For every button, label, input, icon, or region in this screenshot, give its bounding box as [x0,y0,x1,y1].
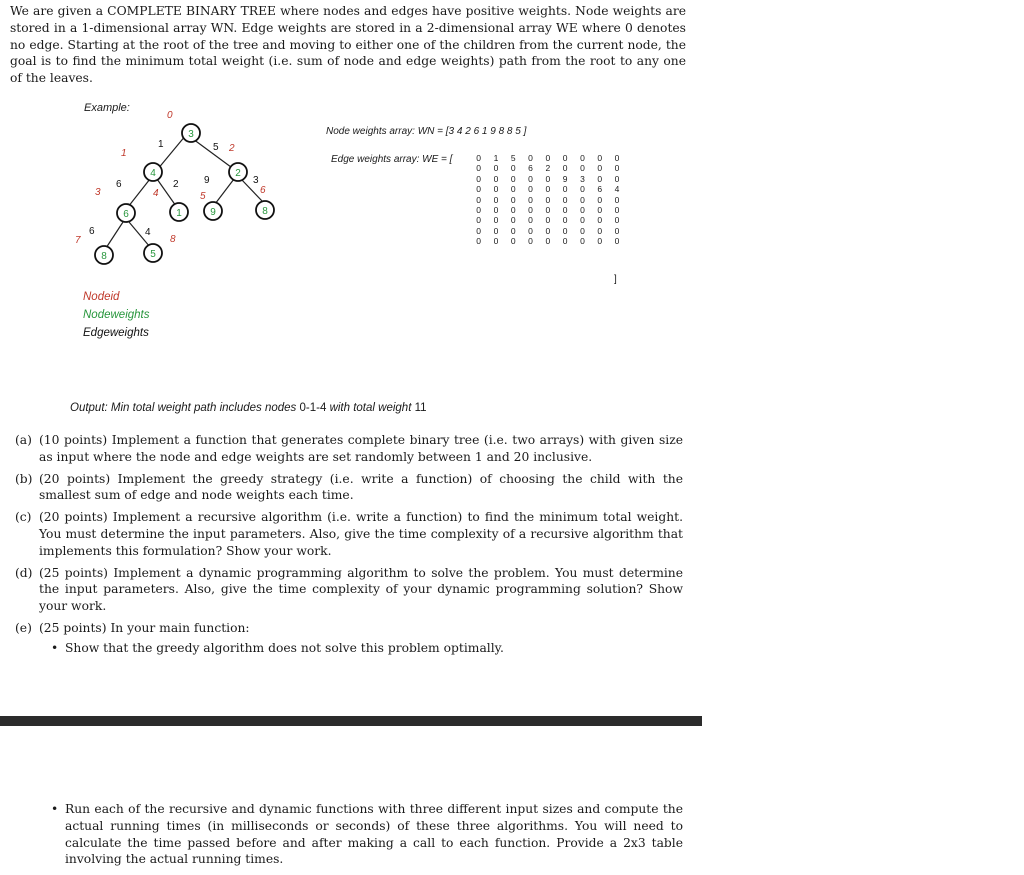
matrix-cell: 0 [597,153,603,163]
part-label: (d) [15,565,33,580]
example-figure [0,95,700,425]
edge-weights-matrix [470,153,626,285]
matrix-cell: 0 [476,194,482,205]
matrix-cell: 0 [545,236,551,247]
node-weight: 4 [150,168,156,179]
matrix-cell: 0 [562,236,568,247]
matrix-cell: 0 [493,236,499,247]
node-id: 0 [167,110,173,121]
matrix-cell: 0 [528,236,533,247]
part-item [15,471,683,505]
assignment-parts [15,432,683,657]
node-weight: 2 [235,168,241,179]
edge-weight: 9 [204,175,210,186]
matrix-cell: 0 [562,194,568,205]
matrix-cell: 0 [510,194,516,205]
output-total: 11 [414,402,427,414]
edge-weight: 4 [145,227,151,238]
matrix-cell: 0 [545,225,551,236]
matrix-cell: 0 [528,173,533,184]
matrix-cell: 3 [580,173,585,184]
node-weights-array: Node weights array: WN = [3 4 2 6 1 9 8 8 5 ] [326,126,527,137]
tree-diagram [0,95,300,275]
edge-weight: 1 [158,139,164,150]
node-weight: 8 [101,251,107,262]
matrix-cell: 5 [510,153,516,163]
node-id: 6 [260,185,266,196]
part-text: (10 points) Implement a function that generates complete binary tree (i.e. two arrays) with given size as input where the node and edge weights are set randomly between 1 and 20 inclusive. [39,433,683,464]
node-weight: 8 [262,206,268,217]
edge-weight: 6 [116,179,122,190]
matrix-cell: 0 [510,225,516,236]
matrix-cell: 0 [476,184,482,195]
edge-weight: 3 [253,175,259,186]
output-path: 0-1-4 [299,402,327,414]
matrix-cell: 0 [545,194,551,205]
part-text: (25 points) Implement a dynamic programming algorithm to solve the problem. You must determine the input parameters. Also, give the time complexity of your dynamic programming solution? Show your work. [39,565,683,614]
matrix-cell: 0 [562,225,568,236]
matrix-cell: 0 [528,215,533,226]
matrix-cell: 0 [562,204,568,215]
matrix-cell: 0 [614,236,620,247]
tree-edge [106,222,123,248]
edge-weight: 6 [89,226,95,237]
matrix-cell: 0 [580,184,585,195]
matrix-cell: 0 [545,184,551,195]
matrix-cell: 0 [476,163,482,174]
matrix-cell: 0 [528,194,533,205]
part-item [15,432,683,466]
matrix-cell: 0 [580,153,585,163]
part-label: (c) [15,510,32,525]
part-label: (a) [15,433,32,447]
matrix-cell: 0 [510,163,516,174]
matrix-cell: 6 [528,163,533,174]
matrix-cell: 0 [614,225,620,236]
matrix-cell: 6 [597,184,603,195]
matrix-cell: 2 [545,163,551,174]
matrix-cell: 0 [597,194,603,205]
node-id: 1 [121,148,127,159]
matrix-cell: 0 [614,194,620,205]
legend-edgeweights: Edgeweights [83,327,149,339]
example-label: Example: [84,102,130,114]
bullet-dot: • [51,640,59,655]
node-id: 4 [153,188,159,199]
matrix-cell: 0 [597,173,603,184]
matrix-cell: 0 [614,153,620,163]
matrix-cell: 0 [614,163,620,174]
matrix-cell: 0 [614,173,620,184]
matrix-row [470,205,626,215]
matrix-row [470,226,626,236]
part-item [15,565,683,615]
node-weight: 5 [150,249,156,260]
part-label: (e) [15,620,32,635]
matrix-cell: 0 [476,153,482,163]
tree-edge [215,179,234,204]
legend-nodeweights: Nodeweights [83,309,150,321]
node-weight: 6 [123,209,129,220]
matrix-cell: 0 [562,184,568,195]
matrix-cell: 0 [493,215,499,226]
matrix-cell: 0 [510,173,516,184]
part-item [15,509,683,559]
matrix-cell: 0 [476,225,482,236]
edge-weights-label: Edge weights array: WE = [ [331,154,453,165]
matrix-cell: 0 [597,163,603,174]
matrix-cell: 0 [545,215,551,226]
part-text: (25 points) In your main function: [39,620,250,635]
matrix-cell: 0 [493,173,499,184]
matrix-cell: 0 [614,204,620,215]
matrix-cell: 0 [545,173,551,184]
matrix-cell: 0 [528,184,533,195]
matrix-cell: 0 [493,225,499,236]
matrix-cell: 0 [528,153,533,163]
matrix-cell: 0 [545,153,551,163]
legend-nodeid: Nodeid [83,291,120,303]
output-prefix: Output: Min total weight path includes nodes [70,402,300,414]
matrix-cell: 0 [580,215,585,226]
matrix-cell: 0 [580,163,585,174]
part-item [15,620,683,637]
matrix-row [470,163,626,173]
edge-weight: 5 [213,142,219,153]
part-label: (b) [15,471,33,486]
matrix-cell: 0 [580,194,585,205]
matrix-cell: 0 [562,153,568,163]
matrix-cell: 4 [614,184,620,195]
matrix-cell: 0 [510,204,516,215]
matrix-cell: 0 [580,204,585,215]
bullet-item [51,640,683,657]
node-id: 3 [95,187,101,198]
matrix-row [470,236,626,246]
matrix-cell: 0 [580,236,585,247]
matrix-cell: 0 [493,184,499,195]
matrix-cell: 1 [493,153,499,163]
matrix-cell: 0 [562,215,568,226]
matrix-cell: 0 [545,204,551,215]
matrix-cell: 0 [510,215,516,226]
matrix-close-bracket: ] [614,274,617,285]
matrix-cell: 0 [510,236,516,247]
matrix-cell: 9 [562,173,568,184]
node-id: 7 [75,235,81,246]
matrix-cell: 0 [528,225,533,236]
node-id: 5 [200,191,206,202]
matrix-row [470,195,626,205]
output-mid: with total weight [326,402,415,414]
edge-weight: 2 [173,179,179,190]
matrix-cell: 0 [614,215,620,226]
tree-edge [128,179,150,207]
matrix-cell: 0 [476,215,482,226]
matrix-cell: 0 [528,204,533,215]
matrix-cell: 0 [476,204,482,215]
matrix-cell: 0 [510,184,516,195]
matrix-cell: 0 [562,163,568,174]
matrix-cell: 0 [476,236,482,247]
matrix-cell: 0 [597,225,603,236]
bullet-dot: • [51,802,59,816]
node-id: 2 [229,143,235,154]
matrix-row [470,174,626,184]
node-weight: 9 [210,207,216,218]
page-divider [0,716,702,726]
part-text: (20 points) Implement a recursive algorithm (i.e. write a function) to find the minimum total weight. You must determine the input parameters. Also, give the time complexity of a recursive algorithm that implements this formulation? Show your work. [39,510,683,558]
matrix-cell: 0 [476,173,482,184]
matrix-cell: 0 [597,236,603,247]
bullet-item [51,801,683,868]
bullet-text: Show that the greedy algorithm does not solve this problem optimally. [65,640,504,655]
node-id: 8 [170,234,176,245]
node-weight: 3 [188,129,194,140]
matrix-row [470,184,626,194]
node-weight: 1 [176,208,182,219]
intro-paragraph: We are given a COMPLETE BINARY TREE where nodes and edges have positive weights. Node weights are stored in a 1-dimensional array WN. Edge weights are stored in a 2-dimensional array WE where 0 denotes no edge. Starting at the root of the tree and moving to either one of the children from the current node, the goal is to find the minimum total weight (i.e. sum of node and edge weights) path from the root to any one of the leaves. [10,4,686,86]
part-text: (20 points) Implement the greedy strategy (i.e. write a function) of choosing the child with the smallest sum of edge and node weights each time. [39,471,683,503]
matrix-cell: 0 [597,204,603,215]
matrix-cell: 0 [580,225,585,236]
bullet-text: Run each of the recursive and dynamic functions with three different input sizes and compute the actual running times (in milliseconds or seconds) of these three algorithms. You will need to calculate the time passed before and after making a call to each function. Provide a 2x3 table involving the actual running times. [65,802,683,867]
matrix-cell: 0 [493,204,499,215]
matrix-row [470,153,626,163]
output-line [70,402,427,414]
matrix-cell: 0 [597,215,603,226]
matrix-cell: 0 [493,163,499,174]
matrix-row [470,215,626,225]
matrix-cell: 0 [493,194,499,205]
